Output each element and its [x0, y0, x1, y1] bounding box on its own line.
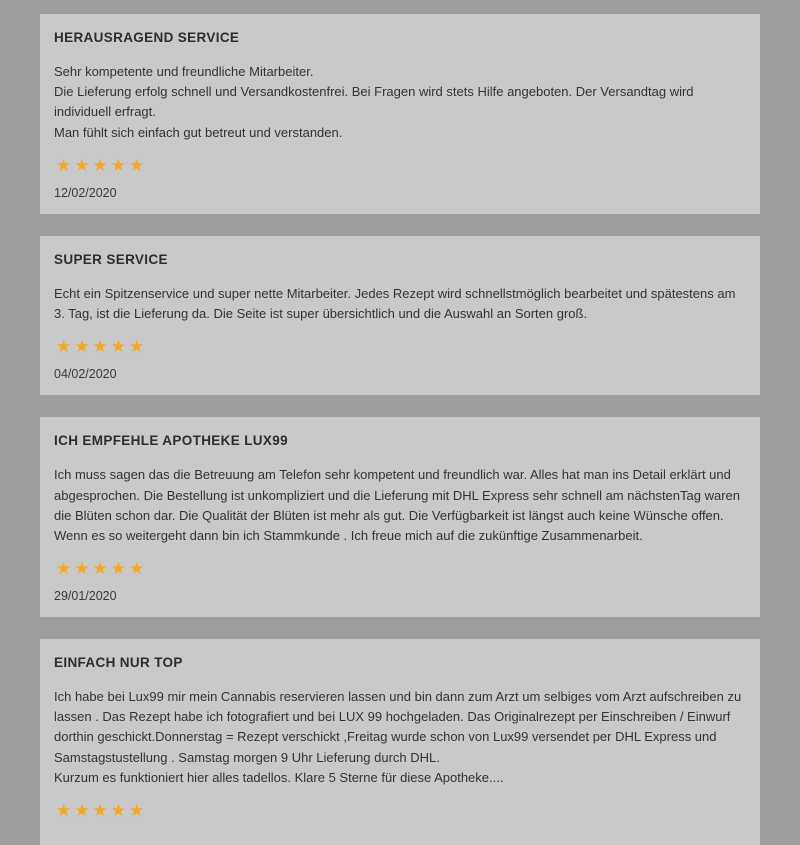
star-rating: [56, 338, 746, 355]
star-icon: ★: [74, 558, 93, 578]
star-icon: ★: [92, 558, 111, 578]
star-rating: [56, 157, 746, 174]
review-paragraph: Sehr kompetente und freundliche Mitarbeiter.: [54, 64, 314, 80]
review-title: HERAUSRAGEND SERVICE: [54, 30, 240, 45]
star-icon: ★: [110, 337, 129, 357]
review-body: [54, 687, 746, 788]
review-body: [54, 284, 746, 324]
star-rating: [56, 802, 746, 819]
star-icon: ★: [129, 800, 148, 820]
star-icon: ★: [56, 558, 75, 578]
star-icon: ★: [74, 337, 93, 357]
review-paragraph: Ich habe bei Lux99 mir mein Cannabis reservieren lassen und bin dann zum Arzt um selbiges vom Arzt aufschreiben zu lassen . Das Rezept habe ich fotografiert und bei LUX 99 hochgeladen. Das Originalrezept per Einschreiben / Einwurf dorthin geschickt.Donnerstag = Rezept verschickt ,Freitag wurde schon von Lux99 versendet per DHL Express und Samstagstustellung . Samstag morgen 9 Uhr Lieferung durch DHL.: [54, 689, 742, 765]
review-card: [40, 14, 760, 214]
star-icon: ★: [92, 337, 111, 357]
star-icon: ★: [74, 800, 93, 820]
review-title: ICH EMPFEHLE APOTHEKE LUX99: [54, 433, 288, 449]
review-body: [54, 62, 746, 143]
star-icon: ★: [129, 155, 148, 175]
review-date: 04/02/2020: [54, 367, 117, 382]
review-title: EINFACH NUR TOP: [54, 654, 183, 670]
star-icon: ★: [92, 800, 111, 820]
star-icon: ★: [129, 558, 148, 578]
review-body: [54, 465, 746, 546]
review-paragraph: Ich muss sagen das die Betreuung am Telefon sehr kompetent und freundlich war. Alles hat man ins Detail erklärt und abgesprochen. Die Bestellung ist unkompliziert und die Lieferung mit DHL Express sehr schnell am nächstenTag waren die Blüten schon dar. Die Qualität der Blüten ist mehr als gut. Die Verfügbarkeit ist längst auch keine Wünsche offen. Wenn es so weitergeht dann bin ich Stammkunde . Ich freue mich auf die zukünftige Zusammenarbeit.: [54, 467, 740, 543]
star-icon: ★: [110, 558, 129, 578]
review-date: 29/01/2020: [54, 588, 117, 603]
review-paragraph: Die Lieferung erfolg schnell und Versandkostenfrei. Bei Fragen wird stets Hilfe angeboten. Der Versandtag wird individuell erfragt.: [54, 84, 694, 120]
review-card: [40, 639, 760, 845]
star-icon: ★: [92, 155, 111, 175]
review-paragraph: Man fühlt sich einfach gut betreut und verstanden.: [54, 124, 343, 140]
review-paragraph: Echt ein Spitzenservice und super nette Mitarbeiter. Jedes Rezept wird schnellstmöglich bearbeitet und spätestens am 3. Tag, ist die Lieferung da. Die Seite ist super übersichtlich und die Auswahl an Sorten groß.: [54, 285, 736, 322]
star-icon: ★: [56, 337, 75, 357]
review-paragraph: Kurzum es funktioniert hier alles tadellos. Klare 5 Sterne für diese Apotheke....: [54, 769, 504, 785]
review-card: [40, 417, 760, 617]
star-icon: ★: [110, 800, 129, 820]
review-card: [40, 236, 760, 395]
review-title: SUPER SERVICE: [54, 251, 168, 267]
star-icon: ★: [74, 155, 93, 175]
star-icon: ★: [110, 155, 129, 175]
star-icon: ★: [56, 155, 75, 175]
review-date: 12/02/2020: [54, 185, 117, 200]
star-icon: ★: [56, 800, 75, 820]
star-icon: ★: [129, 337, 148, 357]
star-rating: [56, 560, 746, 577]
